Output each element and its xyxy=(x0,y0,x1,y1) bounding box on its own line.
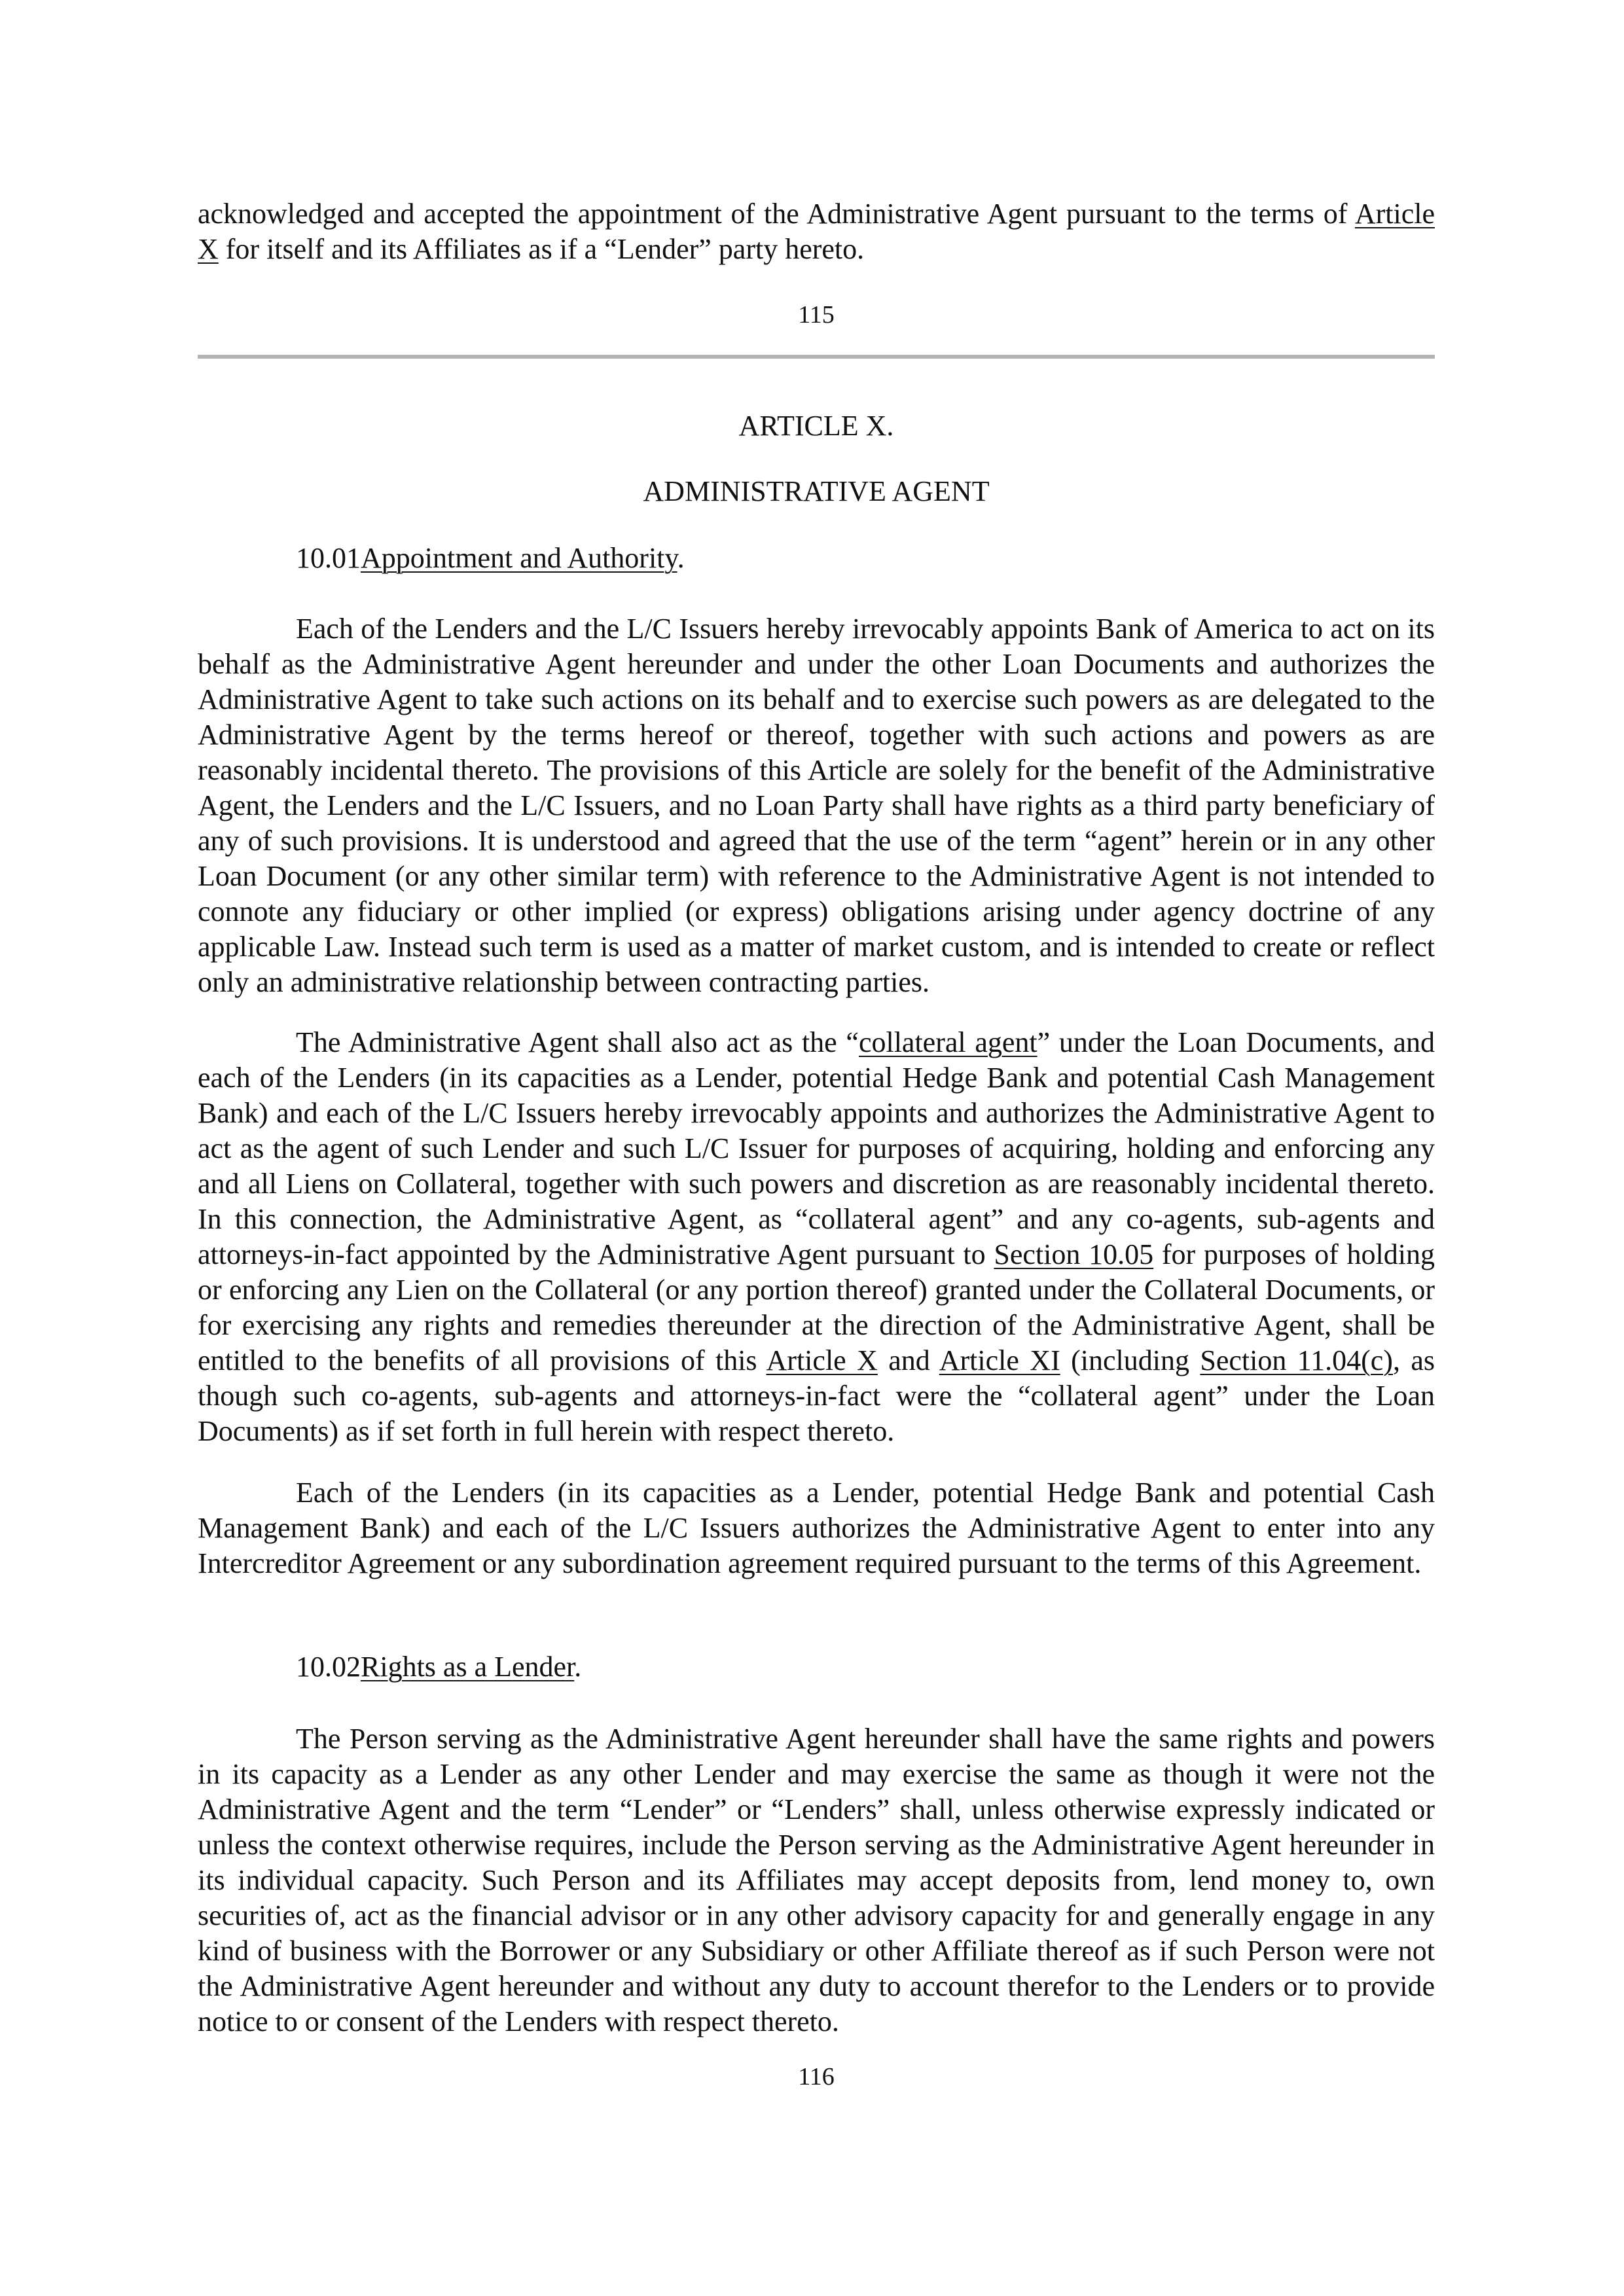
section-10-01-paragraph-2 xyxy=(198,1025,1435,1449)
p2-text-3: for purposes of holding or enforcing any Lien on the Collateral (or any portion thereof) granted under the Collateral Documents, or for exercising any rights and remedies thereunder at the direction of the Administrative Agent, shall be entitled to the benefits of all provisions of this xyxy=(198,1238,1435,1376)
section-10-01-period: . xyxy=(677,542,685,574)
collateral-agent-term: collateral agent xyxy=(858,1026,1038,1058)
section-10-01-number: 10.01 xyxy=(296,542,361,574)
article-x-link[interactable]: Article X xyxy=(198,198,1435,265)
section-10-01-paragraph-3 xyxy=(198,1475,1435,1581)
section-10-02-heading xyxy=(296,1649,581,1685)
page-number-115: 115 xyxy=(798,301,835,329)
carryover-text-start: acknowledged and accepted the appointment of the Administrative Agent pursuant to the terms of xyxy=(198,198,1355,230)
section-10-02-number: 10.02 xyxy=(296,1651,361,1683)
section-10-01-paragraph-2-text xyxy=(198,1025,1435,1449)
p2-text-1: The Administrative Agent shall also act as the “ xyxy=(296,1026,859,1058)
section-10-05-link[interactable]: Section 10.05 xyxy=(994,1238,1154,1270)
carryover-paragraph xyxy=(198,196,1435,267)
p2-text-6: , as though such co-agents, sub-agents and attorneys-in-fact were the “collateral agent” under the Loan Documents) as if set forth in full herein with respect thereto. xyxy=(198,1344,1435,1447)
section-10-01-title: Appointment and Authority xyxy=(361,542,677,574)
p2-text-2: ” under the Loan Documents, and each of the Lenders (in its capacities as a Lender, potential Hedge Bank and potential Cash Management Bank) and each of the L/C Issuers hereby irrevocably appoints and authorizes the Administrative Agent to act as the agent of such Lender and such L/C Issuer for purposes of acquiring, holding and enforcing any and all Liens on Collateral, together with such powers and discretion as are reasonably incidental thereto. In this connection, the Administrative Agent, as “collateral agent” and any co-agents, sub-agents and attorneys-in-fact appointed by the Administrative Agent pursuant to xyxy=(198,1026,1435,1270)
p2-text-4: and xyxy=(877,1344,939,1376)
section-10-02-paragraph-1 xyxy=(198,1721,1435,2039)
article-number: ARTICLE X. xyxy=(738,410,894,442)
section-10-01-paragraph-1-text: Each of the Lenders and the L/C Issuers hereby irrevocably appoints Bank of America to act on its behalf as the Administrative Agent hereunder and under the other Loan Documents and authorizes the Administrative Agent to take such actions on its behalf and to exercise such powers as are delegated to the Administrative Agent by the terms hereof or thereof, together with such actions and powers as are reasonably incidental thereto. The provisions of this Article are solely for the benefit of the Administrative Agent, the Lenders and the L/C Issuers, and no Loan Party shall have rights as a third party beneficiary of any of such provisions. It is understood and agreed that the use of the term “agent” herein or in any other Loan Document (or any other similar term) with reference to the Administrative Agent is not intended to connote any fiduciary or other implied (or express) obligations arising under agency doctrine of any applicable Law. Instead such term is used as a matter of market custom, and is intended to create or reflect only an administrative relationship between contracting parties. xyxy=(198,613,1435,998)
section-10-02-period: . xyxy=(574,1651,582,1683)
article-x-link-2[interactable]: Article X xyxy=(766,1344,878,1376)
article-title: ADMINISTRATIVE AGENT xyxy=(643,475,990,507)
section-10-01-paragraph-3-text: Each of the Lenders (in its capacities as a Lender, potential Hedge Bank and potential Cash Management Bank) and each of the L/C Issuers authorizes the Administrative Agent to enter into any Intercreditor Agreement or any subordination agreement required pursuant to the terms of this Agreement. xyxy=(198,1477,1435,1579)
section-10-02-paragraph-1-text: The Person serving as the Administrative Agent hereunder shall have the same rights and powers in its capacity as a Lender as any other Lender and may exercise the same as though it were not the Administrative Agent and the term “Lender” or “Lenders” shall, unless otherwise expressly indicated or unless the context otherwise requires, include the Person serving as the Administrative Agent hereunder in its individual capacity. Such Person and its Affiliates may accept deposits from, lend money to, own securities of, act as the financial advisor or in any other advisory capacity for and generally engage in any kind of business with the Borrower or any Subsidiary or other Affiliate thereof as if such Person were not the Administrative Agent hereunder and without any duty to account therefor to the Lenders or to provide notice to or consent of the Lenders with respect thereto. xyxy=(198,1723,1435,2037)
section-11-04c-link[interactable]: Section 11.04(c) xyxy=(1200,1344,1393,1376)
section-10-01-paragraph-1 xyxy=(198,611,1435,1000)
page-break-rule xyxy=(198,355,1435,359)
page-number-116: 116 xyxy=(798,2063,835,2090)
carryover-text xyxy=(198,196,1435,267)
carryover-text-end: for itself and its Affiliates as if a “Lender” party hereto. xyxy=(218,233,865,265)
section-10-02-title: Rights as a Lender xyxy=(361,1651,575,1683)
p2-text-5: (including xyxy=(1060,1344,1200,1376)
section-10-01-heading xyxy=(296,541,685,576)
article-xi-link[interactable]: Article XI xyxy=(939,1344,1060,1376)
